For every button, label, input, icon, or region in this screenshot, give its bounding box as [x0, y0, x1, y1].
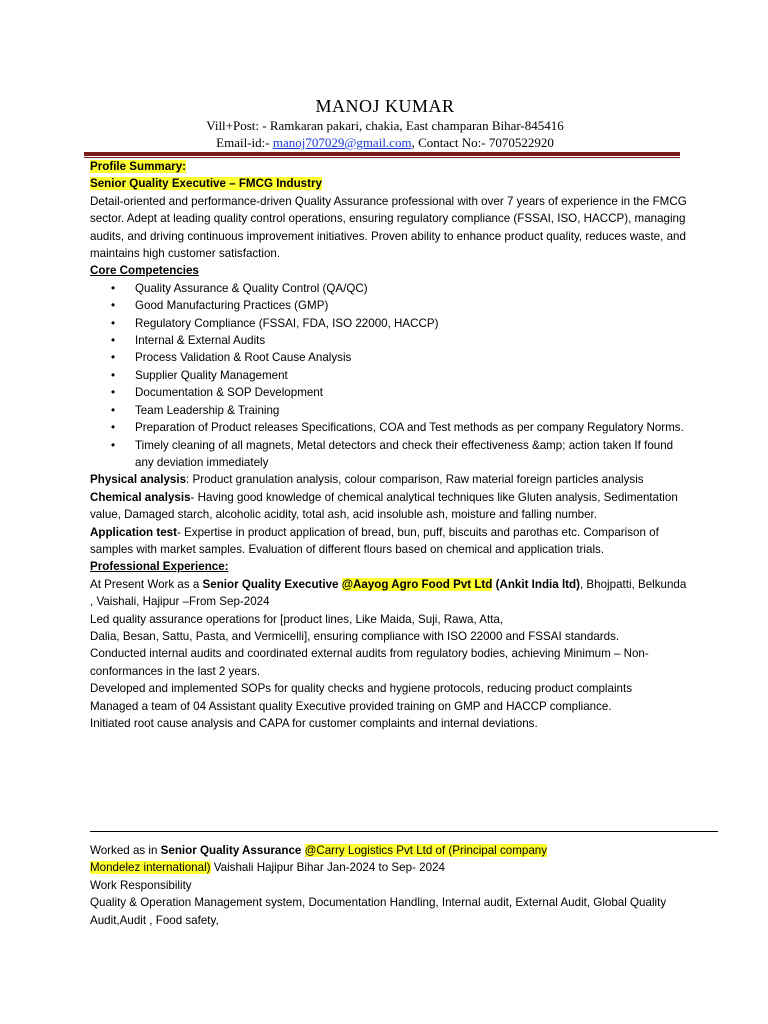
email-label: Email-id:-: [216, 135, 273, 150]
bullet: •: [111, 299, 116, 313]
bullet: •: [111, 386, 116, 400]
job2-company: @Carry Logistics Pvt Ltd of (Principal company: [304, 844, 548, 857]
contact-line: [90, 134, 680, 151]
list-item: • Team Leadership & Training: [90, 402, 690, 419]
list-item: • Timely cleaning of all magnets, Metal detectors and check their effectiveness &amp; action taken If found any deviation immediately: [111, 438, 674, 469]
list-item: • Process Validation & Root Cause Analysis: [90, 349, 690, 366]
chemical-analysis: Chemical analysis- Having good knowledge of chemical analytical techniques like Gluten analysis, Sedimentation value, Damaged starch, alcoholic acidity, total ash, acid insoluble ash, moisture and falling number.: [90, 490, 678, 522]
list-item: • Documentation & SOP Development: [90, 384, 690, 401]
bullet: •: [111, 438, 116, 452]
job1-line: Initiated root cause analysis and CAPA for customer complaints and internal deviations.: [90, 717, 538, 730]
candidate-name: MANOJ KUMAR: [315, 96, 455, 116]
application-test: Application test- Expertise in product application of bread, bun, puff, biscuits and parothas etc. Comparison of samples with market samples. Evaluation of different flours based on chemical and application trials.: [90, 525, 659, 556]
profile-summary: Detail-oriented and performance-driven Quality Assurance professional with over 7 years of experience in the FMCG sector. Adept at leading quality control operations, ensuring regulatory compliance (FSSAI, ISO, HACCP), managing audits, and driving continuous improvement initiatives. Proven ability to enhance product quality, reduces waste, and maintains high customer satisfaction.: [90, 194, 687, 261]
bullet: •: [111, 316, 116, 330]
candidate-address: Vill+Post: - Ramkaran pakari, chakia, East champaran Bihar-845416: [206, 118, 564, 133]
competencies-list: [90, 280, 690, 471]
list-item: • Regulatory Compliance (FSSAI, FDA, ISO 22000, HACCP): [90, 315, 690, 332]
competencies-heading: Core Competencies: [90, 264, 199, 278]
job1-line: Managed a team of 04 Assistant quality Executive provided training on GMP and HACCP compliance.: [90, 699, 612, 713]
profile-heading: Profile Summary:: [90, 160, 186, 173]
profile-title: Senior Quality Executive – FMCG Industry: [90, 177, 322, 191]
physical-analysis: Physical analysis: Product granulation analysis, colour comparison, Raw material foreign particles analysis: [90, 473, 644, 487]
list-item: • Quality Assurance & Quality Control (QA/QC): [90, 280, 690, 297]
bullet: •: [111, 334, 116, 348]
resume-body: [90, 158, 690, 732]
resume-header: [90, 95, 680, 151]
bullet: •: [111, 421, 116, 435]
job1-line: Led quality assurance operations for [product lines, Like Maida, Suji, Rawa, Atta,: [90, 612, 504, 626]
email-link[interactable]: manoj707029@gmail.com: [272, 135, 412, 150]
bullet: •: [111, 368, 116, 382]
job1-header: At Present Work as a Senior Quality Executive @Aayog Agro Food Pvt Ltd (Ankit India ltd), Bhojpatti, Belkunda , Vaishali, Hajipur –From Sep-2024: [90, 577, 687, 609]
contact-number: , Contact No:- 7070522920: [411, 135, 554, 150]
list-item: • Preparation of Product releases Specifications, COA and Test methods as per company Regulatory Norms.: [90, 419, 690, 436]
job1-line: Developed and implemented SOPs for quality checks and hygiene protocols, reducing product complaints: [90, 682, 632, 696]
job1-line: Conducted internal audits and coordinated external audits from regulatory bodies, achieving Minimum – Non-conformances in the last 2 years.: [90, 647, 649, 678]
bullet: •: [111, 403, 116, 417]
job2-section: [90, 842, 690, 929]
bullet: •: [111, 281, 116, 295]
list-item: • Good Manufacturing Practices (GMP): [90, 297, 690, 314]
section-divider: [90, 831, 718, 832]
list-item: • Internal & External Audits: [90, 332, 690, 349]
job2-responsibility: Quality & Operation Management system, Documentation Handling, Internal audit, External Audit, Global Quality Audit,Audit , Food safety,: [90, 896, 667, 927]
job1-line: Dalia, Besan, Sattu, Pasta, and Vermicelli], ensuring compliance with ISO 22000 and FSSAI standards.: [90, 629, 620, 643]
job2-header: Worked as in Senior Quality Assurance @Carry Logistics Pvt Ltd of (Principal company Mondelez international) Vaishali Hajipur Bihar Jan-2024 to Sep- 2024: [90, 844, 548, 875]
list-item: • Supplier Quality Management: [90, 367, 690, 384]
job1-company: @Aayog Agro Food Pvt Ltd: [341, 577, 493, 591]
job2-responsibility-heading: Work Responsibility: [90, 878, 192, 892]
header-divider-thick: [84, 152, 680, 156]
bullet: •: [111, 351, 116, 365]
experience-heading: Professional Experience:: [90, 560, 229, 574]
